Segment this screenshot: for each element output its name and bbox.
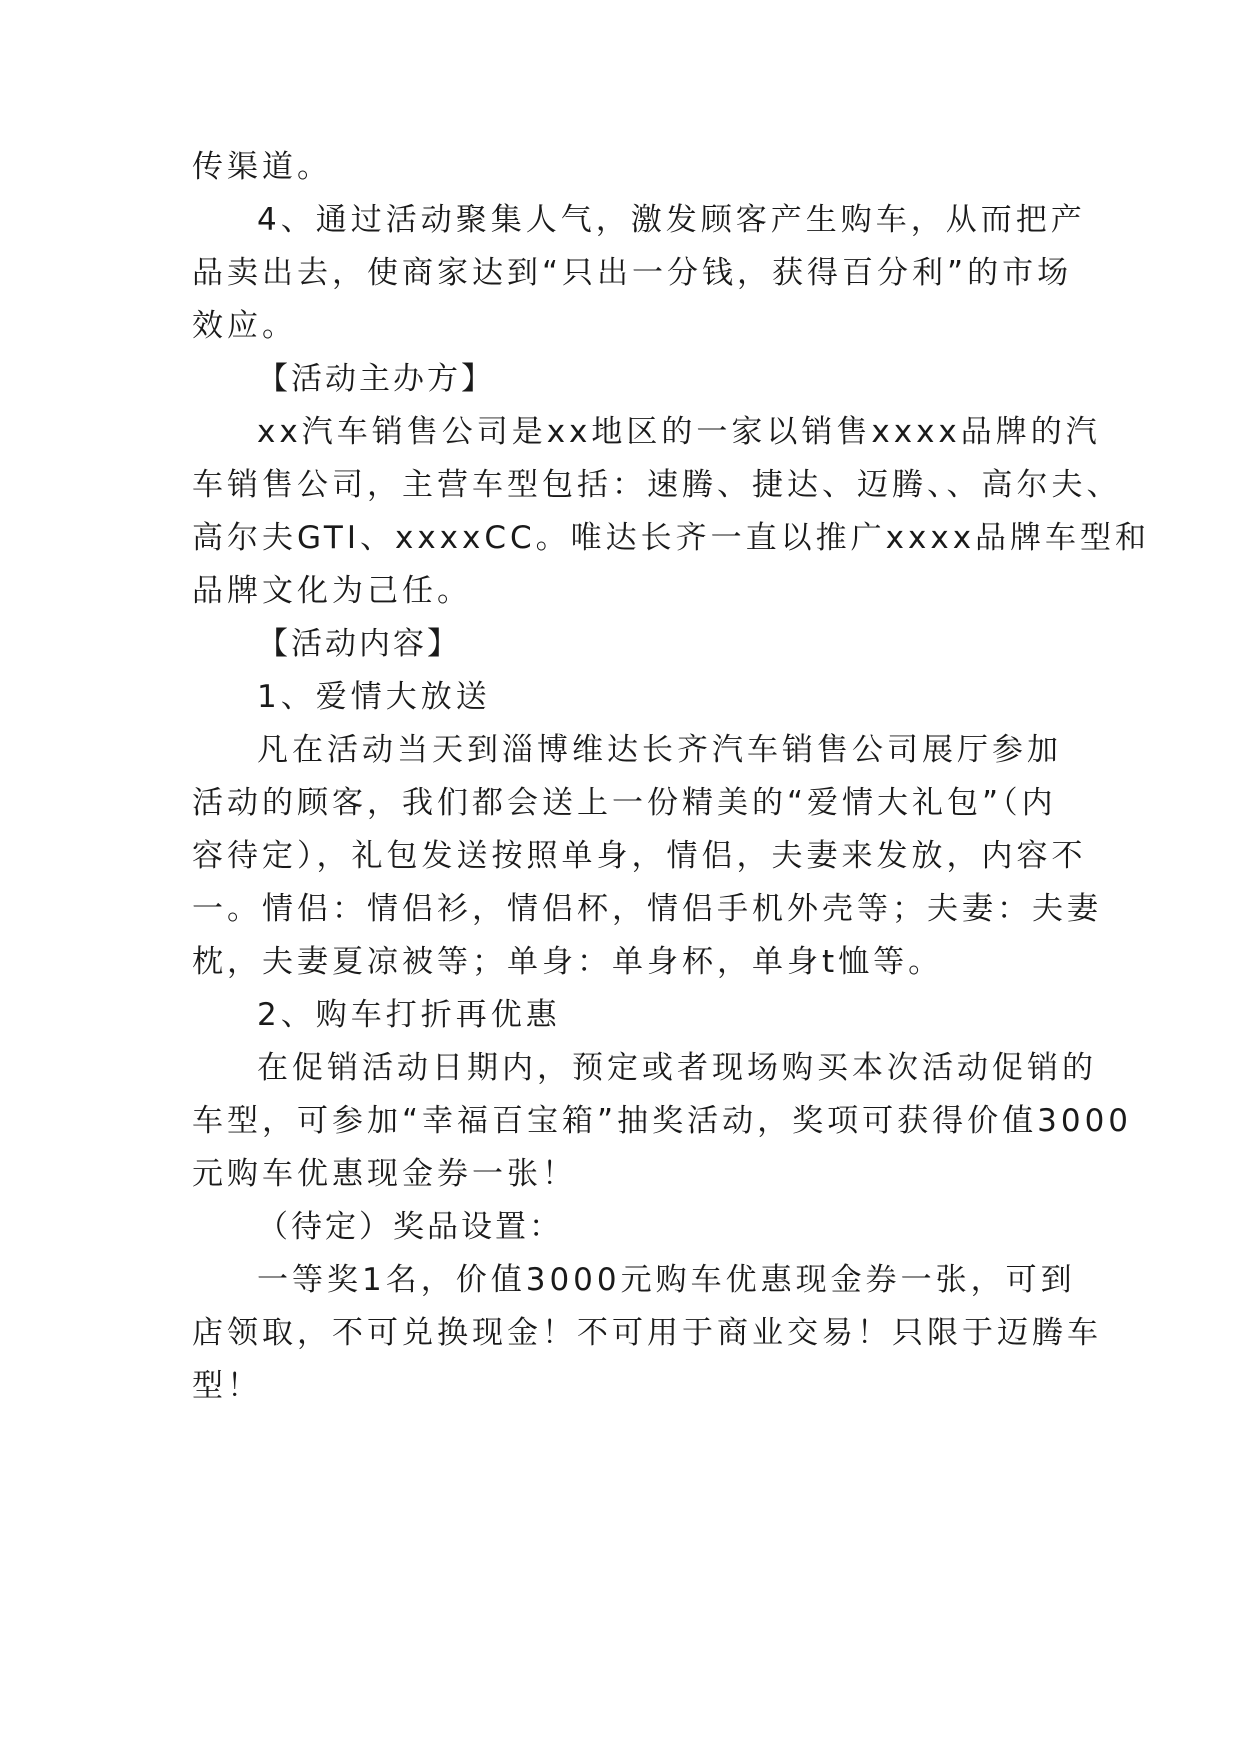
list-item-4: 4、通过活动聚集人气，激发顾客产生购车，从而把产 (257, 202, 1086, 238)
paragraph-start: 在促销活动日期内，预定或者现场购买本次活动促销的 (257, 1050, 1097, 1086)
text-line: 型！ (192, 1368, 262, 1404)
text-line: 一。情侣：情侣衫，情侣杯，情侣手机外壳等；夫妻：夫妻 (192, 891, 1102, 927)
text-line: 车型，可参加“幸福百宝箱”抽奖活动，奖项可获得价值3000 (192, 1103, 1133, 1139)
subheading-love-giveaway: 1、爱情大放送 (257, 679, 491, 715)
text-line: 枕，夫妻夏凉被等；单身：单身杯，单身t恤等。 (192, 944, 944, 980)
text-line: 效应。 (192, 308, 297, 344)
paragraph-start: xx汽车销售公司是xx地区的一家以销售xxxx品牌的汽 (257, 414, 1101, 450)
text-line: 活动的顾客，我们都会送上一份精美的“爱情大礼包”（内 (192, 785, 1057, 821)
text-line: 品卖出去，使商家达到“只出一分钱，获得百分利”的市场 (192, 255, 1073, 291)
text-line: 品牌文化为己任。 (192, 573, 472, 609)
text-line: 容待定），礼包发送按照单身，情侣，夫妻来发放，内容不 (192, 838, 1087, 874)
text-line: 车销售公司，主营车型包括：速腾、捷达、迈腾、、高尔夫、 (192, 467, 1122, 503)
section-heading-content: 【活动内容】 (257, 626, 461, 662)
paragraph-start: 凡在活动当天到淄博维达长齐汽车销售公司展厅参加 (257, 732, 1062, 768)
text-line: 元购车优惠现金券一张！ (192, 1156, 577, 1192)
text-line: 传渠道。 (192, 149, 332, 185)
text-line: 店领取，不可兑换现金！不可用于商业交易！只限于迈腾车 (192, 1315, 1102, 1351)
text-line: 高尔夫GTI、xxxxCC。唯达长齐一直以推广xxxx品牌车型和 (192, 520, 1151, 556)
subheading-discount: 2、购车打折再优惠 (257, 997, 561, 1033)
section-heading-organizer: 【活动主办方】 (257, 361, 495, 397)
prize-settings-heading: （待定）奖品设置： (257, 1209, 563, 1245)
paragraph-start: 一等奖1名，价值3000元购车优惠现金券一张，可到 (257, 1262, 1076, 1298)
